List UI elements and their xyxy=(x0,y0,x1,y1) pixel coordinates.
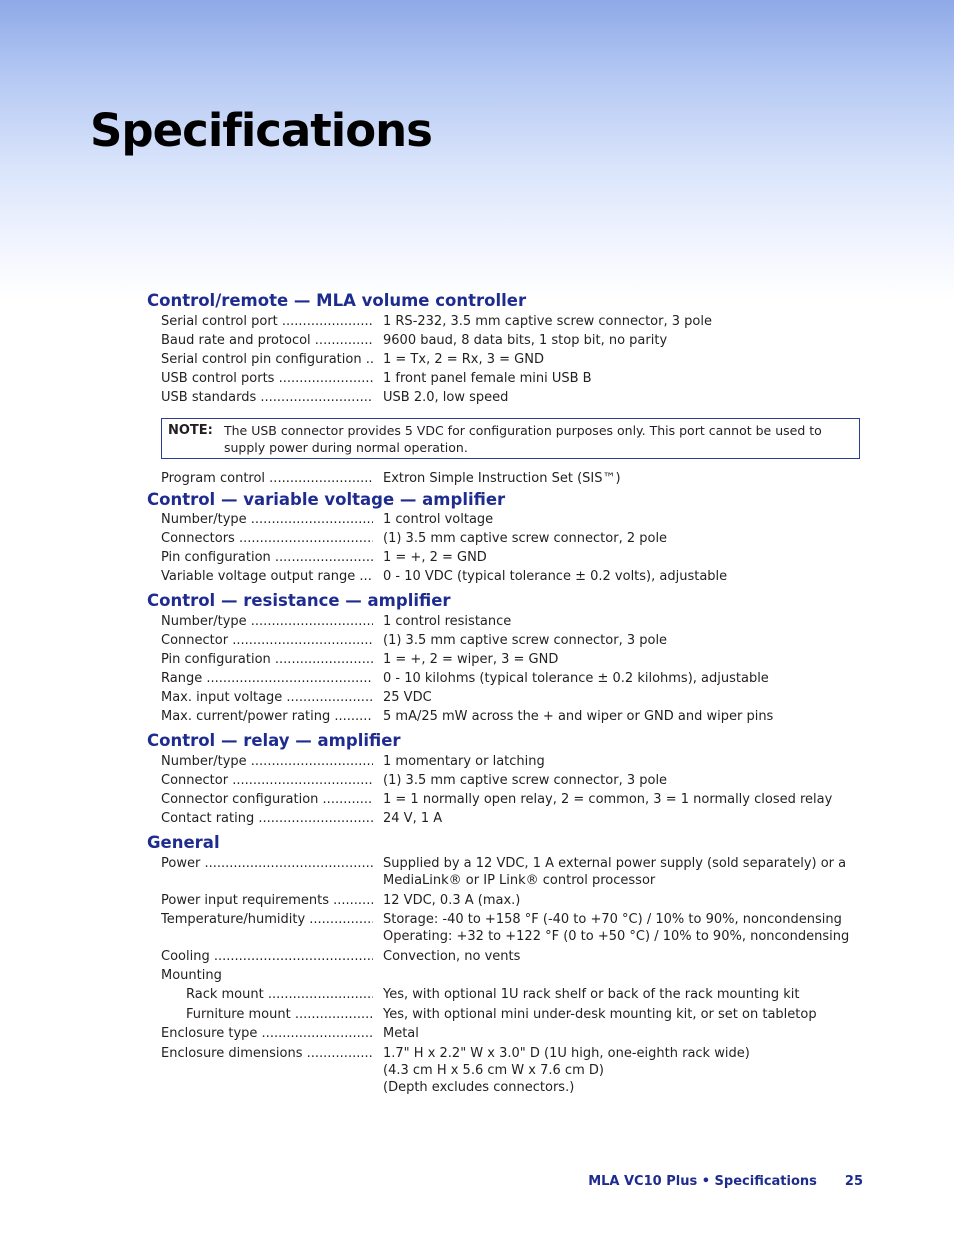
spec-label: Temperature/humidity ..... xyxy=(161,911,373,928)
section-heading: Control — relay — amplifier xyxy=(147,731,401,750)
spec-row xyxy=(147,708,867,725)
spec-row xyxy=(147,892,867,909)
spec-row xyxy=(147,670,867,687)
section-heading: General xyxy=(147,833,220,852)
spec-value: 1 front panel female mini USB B xyxy=(383,371,592,386)
spec-value: 24 V, 1 A xyxy=(383,811,443,826)
spec-value: Yes, with optional 1U rack shelf or back of the rack mounting kit xyxy=(383,987,800,1002)
spec-row xyxy=(147,1025,867,1042)
spec-value: USB 2.0, low speed xyxy=(383,390,509,405)
spec-label: Connector configuration ..... xyxy=(161,791,373,808)
spec-label: Program control ..... xyxy=(161,470,373,487)
spec-label: Number/type ..... xyxy=(161,511,373,528)
spec-label: Pin configuration ..... xyxy=(161,549,373,566)
spec-value: (1) 3.5 mm captive screw connector, 3 pole xyxy=(383,773,668,788)
spec-value: Convection, no vents xyxy=(383,949,521,964)
spec-section-variable-voltage xyxy=(147,489,867,585)
spec-label: Serial control port ..... xyxy=(161,313,373,330)
page-number: 25 xyxy=(844,1174,863,1189)
spec-value: 1 = +, 2 = GND xyxy=(383,550,487,565)
spec-section-general xyxy=(147,832,867,1096)
spec-label: USB standards ..... xyxy=(161,389,373,406)
spec-label: Connector ..... xyxy=(161,632,373,649)
spec-row xyxy=(147,791,867,808)
spec-row xyxy=(147,810,867,827)
spec-row xyxy=(147,332,867,349)
spec-content xyxy=(147,290,867,1096)
spec-label: Baud rate and protocol ..... xyxy=(161,332,373,349)
spec-value: 1 momentary or latching xyxy=(383,754,545,769)
spec-label: Power ..... xyxy=(161,855,373,872)
spec-label: Pin configuration ..... xyxy=(161,651,373,668)
spec-section-relay xyxy=(147,730,867,827)
spec-row xyxy=(147,772,867,789)
spec-row xyxy=(147,568,867,585)
spec-row xyxy=(147,753,867,770)
note-box xyxy=(161,418,860,459)
spec-row xyxy=(147,1045,867,1096)
spec-label: Enclosure type ..... xyxy=(161,1025,373,1042)
spec-row xyxy=(147,855,867,889)
spec-label: Serial control pin configuration ..... xyxy=(161,351,373,368)
spec-label: Max. current/power rating ..... xyxy=(161,708,373,725)
spec-label: Power input requirements ..... xyxy=(161,892,373,909)
spec-value: 1 RS-232, 3.5 mm captive screw connector, 3 pole xyxy=(383,314,712,329)
spec-value: Supplied by a 12 VDC, 1 A external power supply (sold separately) or a MediaLink® or IP Link® control processor xyxy=(383,856,847,888)
spec-row xyxy=(147,511,867,528)
spec-row xyxy=(147,632,867,649)
spec-value: 1 = Tx, 2 = Rx, 3 = GND xyxy=(383,352,544,367)
note-text: The USB connector provides 5 VDC for configuration purposes only. This port cannot be used to supply power during normal operation. xyxy=(224,423,822,455)
spec-value: Yes, with optional mini under-desk mounting kit, or set on tabletop xyxy=(383,1007,817,1022)
page-footer xyxy=(588,1174,863,1189)
spec-row xyxy=(147,689,867,706)
spec-row xyxy=(147,651,867,668)
section-heading: Control — variable voltage — amplifier xyxy=(147,490,506,509)
spec-value: 5 mA/25 mW across the + and wiper or GND and wiper pins xyxy=(383,709,774,724)
spec-row xyxy=(147,470,867,487)
spec-label: Mounting xyxy=(161,968,222,983)
spec-label: Enclosure dimensions ..... xyxy=(161,1045,373,1062)
spec-value: 9600 baud, 8 data bits, 1 stop bit, no parity xyxy=(383,333,668,348)
spec-row xyxy=(147,986,867,1003)
spec-value: 1 = +, 2 = wiper, 3 = GND xyxy=(383,652,559,667)
spec-row xyxy=(147,967,867,984)
spec-value: 0 - 10 kilohms (typical tolerance ± 0.2 kilohms), adjustable xyxy=(383,671,769,686)
spec-value: (1) 3.5 mm captive screw connector, 3 pole xyxy=(383,633,668,648)
spec-label: Contact rating ..... xyxy=(161,810,373,827)
spec-row xyxy=(147,911,867,945)
spec-value: 25 VDC xyxy=(383,690,432,705)
spec-row xyxy=(147,313,867,330)
spec-label: Cooling ..... xyxy=(161,948,373,965)
section-heading: Control/remote — MLA volume controller xyxy=(147,291,527,310)
spec-value: Metal xyxy=(383,1026,419,1041)
spec-label: Rack mount ..... xyxy=(186,986,373,1003)
spec-label: Number/type ..... xyxy=(161,613,373,630)
spec-section-resistance xyxy=(147,590,867,725)
spec-label: USB control ports ..... xyxy=(161,370,373,387)
spec-row xyxy=(147,389,867,406)
spec-value: 1 control voltage xyxy=(383,512,494,527)
spec-value: 0 - 10 VDC (typical tolerance ± 0.2 volts), adjustable xyxy=(383,569,728,584)
spec-value: Storage: -40 to +158 °F (-40 to +70 °C) / 10% to 90%, noncondensing Operating: +32 to +122 °F (0 to +50 °C) / 10% to 90%, noncondensing xyxy=(383,912,850,944)
spec-row xyxy=(147,948,867,965)
spec-value: (1) 3.5 mm captive screw connector, 2 pole xyxy=(383,531,668,546)
spec-label: Furniture mount ..... xyxy=(186,1006,373,1023)
spec-row xyxy=(147,370,867,387)
spec-value: 1 = 1 normally open relay, 2 = common, 3 = 1 normally closed relay xyxy=(383,792,833,807)
spec-row xyxy=(147,530,867,547)
spec-value: Extron Simple Instruction Set (SIS™) xyxy=(383,471,621,486)
spec-row xyxy=(147,1006,867,1023)
page-title: Specifications xyxy=(90,104,432,157)
spec-row xyxy=(147,613,867,630)
spec-label: Range ..... xyxy=(161,670,373,687)
spec-row xyxy=(147,549,867,566)
spec-value: 1 control resistance xyxy=(383,614,512,629)
note-label: NOTE: xyxy=(168,423,213,438)
spec-value: 12 VDC, 0.3 A (max.) xyxy=(383,893,521,908)
spec-label: Number/type ..... xyxy=(161,753,373,770)
footer-doc-title: MLA VC10 Plus • Specifications xyxy=(588,1174,817,1189)
spec-label: Connector ..... xyxy=(161,772,373,789)
spec-label: Max. input voltage ..... xyxy=(161,689,373,706)
spec-section-control-remote xyxy=(147,290,867,487)
section-heading: Control — resistance — amplifier xyxy=(147,591,451,610)
spec-label: Variable voltage output range ..... xyxy=(161,568,373,585)
spec-label: Connectors ..... xyxy=(161,530,373,547)
spec-row xyxy=(147,351,867,368)
spec-value: 1.7" H x 2.2" W x 3.0" D (1U high, one-eighth rack wide) (4.3 cm H x 5.6 cm W x 7.6 cm D) (Depth excludes connectors.) xyxy=(383,1046,750,1095)
